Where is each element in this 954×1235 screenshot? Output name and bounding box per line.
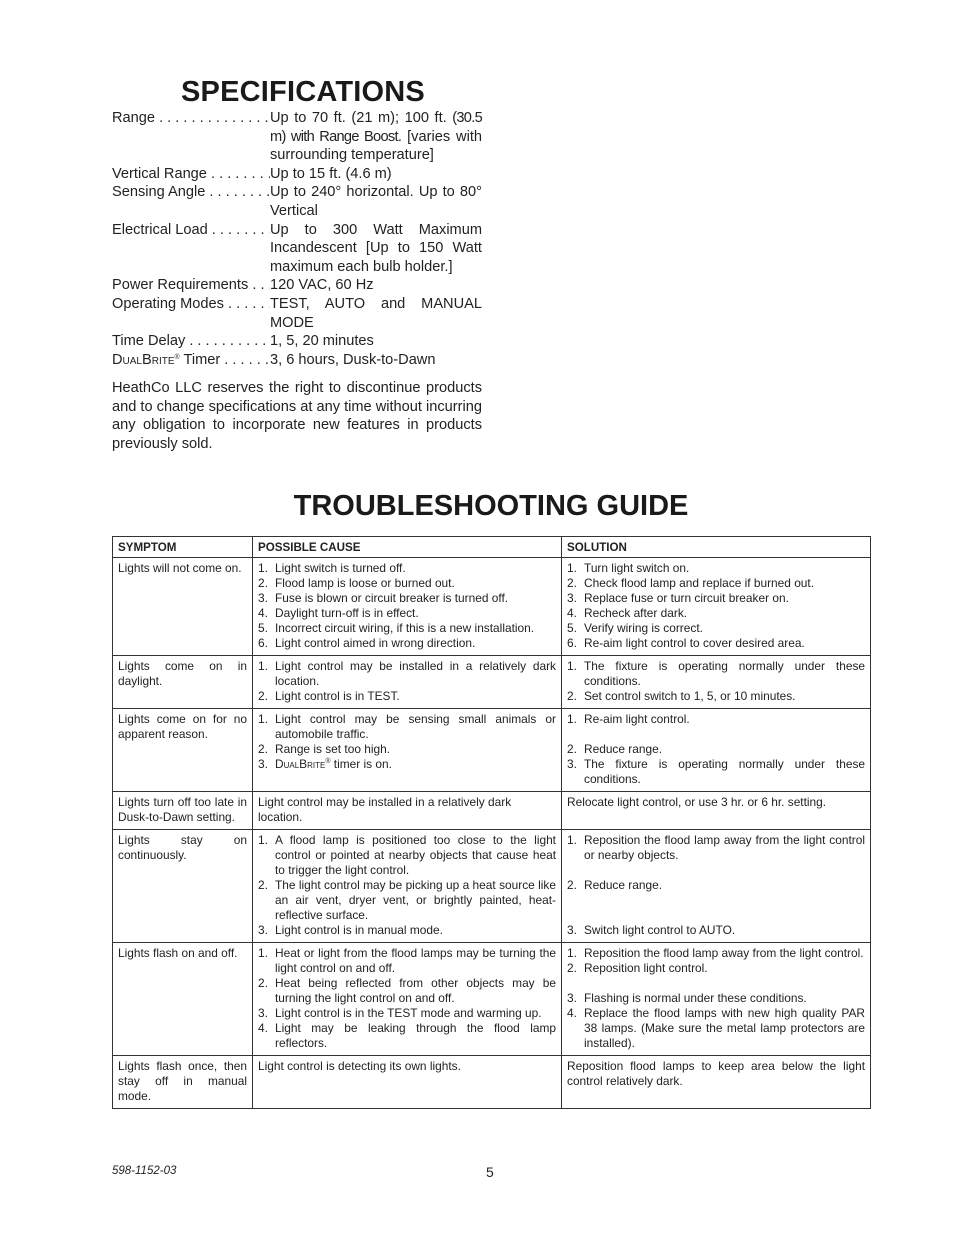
list-item: 1. Light control may be sensing small animals or automobile traffic. [258, 712, 556, 742]
column-header-symptom: SYMPTOM [113, 537, 253, 558]
table-row [113, 709, 871, 792]
spec-row-electrical-load [112, 221, 482, 277]
spacer [567, 893, 865, 908]
document-number: 598-1152-03 [112, 1165, 177, 1177]
specifications-list [112, 109, 482, 369]
solution-cell: Relocate light control, or use 3 hr. or 6 hr. setting. [562, 792, 871, 830]
table-row [113, 1056, 871, 1109]
list-item: 1. Turn light switch on. [567, 561, 865, 576]
list-item: 1. Reposition the flood lamp away from the light control. [567, 946, 865, 961]
list-item: 3. Flashing is normal under these conditions. [567, 991, 865, 1006]
spacer [567, 908, 865, 923]
symptom-cell: Lights flash once, then stay off in manual mode. [113, 1056, 253, 1109]
spec-value: Up to 15 ft. (4.6 m) [270, 165, 392, 182]
list-item: 6. Re-aim light control to cover desired area. [567, 636, 865, 651]
column-header-possible-cause: POSSIBLE CAUSE [253, 537, 562, 558]
list-item: 2. Light control is in TEST. [258, 689, 556, 704]
symptom-cell: Lights will not come on. [113, 558, 253, 656]
list-item: 2. Reduce range. [567, 742, 865, 757]
list-item: 4. Recheck after dark. [567, 606, 865, 621]
spec-value: Up to 240° horizontal. Up to 80° Vertical [270, 184, 482, 219]
spec-row-time-delay [112, 332, 482, 351]
list-item: 4. Light may be leaking through the flood lamp reflectors. [258, 1021, 556, 1051]
spec-label: Power Requirements . . . [112, 276, 270, 295]
list-item: 2. Flood lamp is loose or burned out. [258, 576, 556, 591]
spec-value: TEST, AUTO and MANUAL MODE [270, 295, 482, 331]
table-row [113, 792, 871, 830]
spacer [567, 863, 865, 878]
list-item: 2. Heat being reflected from other objects may be turning the light control on and off. [258, 976, 556, 1006]
spec-row-vertical-range [112, 165, 482, 184]
table-row [113, 558, 871, 656]
table-header-row [113, 537, 871, 558]
list-item: 1. A flood lamp is positioned too close to the light control or pointed at nearby objects that cause heat to trigger the light control. [258, 833, 556, 878]
spec-label: Vertical Range . . . [112, 165, 270, 184]
table-row [113, 943, 871, 1056]
spec-row-range [112, 109, 482, 165]
list-item: 2. Check flood lamp and replace if burned out. [567, 576, 865, 591]
list-item: 1. Light switch is turned off. [258, 561, 556, 576]
spec-row-power-requirements [112, 276, 482, 295]
solution-cell [562, 656, 871, 709]
spec-row-sensing-angle [112, 183, 482, 220]
list-item: 3. Switch light control to AUTO. [567, 923, 865, 938]
symptom-cell: Lights come on for no apparent reason. [113, 709, 253, 792]
list-item: 2. The light control may be picking up a heat source like an air vent, dryer vent, or brightly painted, heat-reflective surface. [258, 878, 556, 923]
list-item: 6. Light control aimed in wrong direction. [258, 636, 556, 651]
list-item: 1. Reposition the flood lamp away from the light control or nearby objects. [567, 833, 865, 863]
spec-label: Electrical Load . . . [112, 221, 270, 277]
spec-value: 3, 6 hours, Dusk-to-Dawn [270, 351, 436, 368]
list-item: 5. Incorrect circuit wiring, if this is a new installation. [258, 621, 556, 636]
cause-cell [253, 656, 562, 709]
symptom-cell: Lights turn off too late in Dusk-to-Dawn setting. [113, 792, 253, 830]
list-item: 2. Range is set too high. [258, 742, 556, 757]
spacer [567, 976, 865, 991]
list-item: 2. Set control switch to 1, 5, or 10 minutes. [567, 689, 865, 704]
spec-row-operating-modes [112, 295, 482, 332]
list-item: 3. Replace fuse or turn circuit breaker on. [567, 591, 865, 606]
list-item: 3. Light control is in manual mode. [258, 923, 556, 938]
spec-value: 1, 5, 20 minutes [270, 333, 374, 350]
list-item: 2. Reduce range. [567, 878, 865, 893]
spec-row-dualbrite-timer [112, 351, 482, 370]
symptom-cell: Lights come on in daylight. [113, 656, 253, 709]
solution-cell [562, 709, 871, 792]
table-row [113, 656, 871, 709]
symptom-cell: Lights stay on continuously. [113, 830, 253, 943]
list-item: 1. Heat or light from the flood lamps may be turning the light control on and off. [258, 946, 556, 976]
symptom-cell: Lights flash on and off. [113, 943, 253, 1056]
list-item: 3. Light control is in the TEST mode and warming up. [258, 1006, 556, 1021]
table-row [113, 830, 871, 943]
solution-cell [562, 943, 871, 1056]
cause-cell: Light control may be installed in a relatively dark location. [253, 792, 562, 830]
list-item: 5. Verify wiring is correct. [567, 621, 865, 636]
spec-label: Sensing Angle . . . [112, 183, 270, 220]
cause-cell [253, 830, 562, 943]
solution-cell [562, 558, 871, 656]
list-item: 4. Daylight turn-off is in effect. [258, 606, 556, 621]
column-header-solution: SOLUTION [562, 537, 871, 558]
spec-value: 120 VAC, 60 Hz [270, 277, 374, 294]
specifications-disclaimer: HeathCo LLC reserves the right to discontinue products and to change specifications at any time without incurring any obligation to incorporate new features in products previously sold. [112, 380, 482, 452]
spec-label: Time Delay . . . [112, 332, 270, 351]
list-item: 4. Replace the flood lamps with new high quality PAR 38 lamps. (Make sure the metal lamp protectors are installed). [567, 1006, 865, 1051]
cause-cell [253, 943, 562, 1056]
cause-cell [253, 709, 562, 792]
spec-label: Operating Modes . . . [112, 295, 270, 332]
list-item: 1. Re-aim light control. [567, 712, 865, 727]
spacer [567, 727, 865, 742]
list-item: 3. Fuse is blown or circuit breaker is turned off. [258, 591, 556, 606]
troubleshooting-title: TROUBLESHOOTING GUIDE [293, 490, 689, 522]
list-item: 2. Reposition light control. [567, 961, 865, 976]
spec-value: Up to 300 Watt Maximum Incandescent [Up to 150 Watt maximum each bulb holder.] [270, 221, 482, 275]
list-item: 1. Light control may be installed in a relatively dark location. [258, 659, 556, 689]
cause-cell [253, 558, 562, 656]
list-item: 3. DualBrite® timer is on. [258, 757, 556, 772]
list-item: 1. The fixture is operating normally under these conditions. [567, 659, 865, 689]
solution-cell: Reposition flood lamps to keep area below the light control relatively dark. [562, 1056, 871, 1109]
specifications-title: SPECIFICATIONS [181, 76, 425, 108]
cause-cell: Light control is detecting its own lights. [253, 1056, 562, 1109]
spec-label: Range . . . [112, 109, 270, 165]
solution-cell [562, 830, 871, 943]
troubleshooting-table [112, 536, 871, 1109]
list-item: 3. The fixture is operating normally under these conditions. [567, 757, 865, 787]
spec-value: Up to 70 ft. (21 m); 100 ft. (30.5 m) with Range Boost. [varies with surrounding temperature] [270, 110, 483, 164]
page-number: 5 [486, 1164, 494, 1180]
spec-label: DualBrite® Timer . . . [112, 351, 270, 370]
